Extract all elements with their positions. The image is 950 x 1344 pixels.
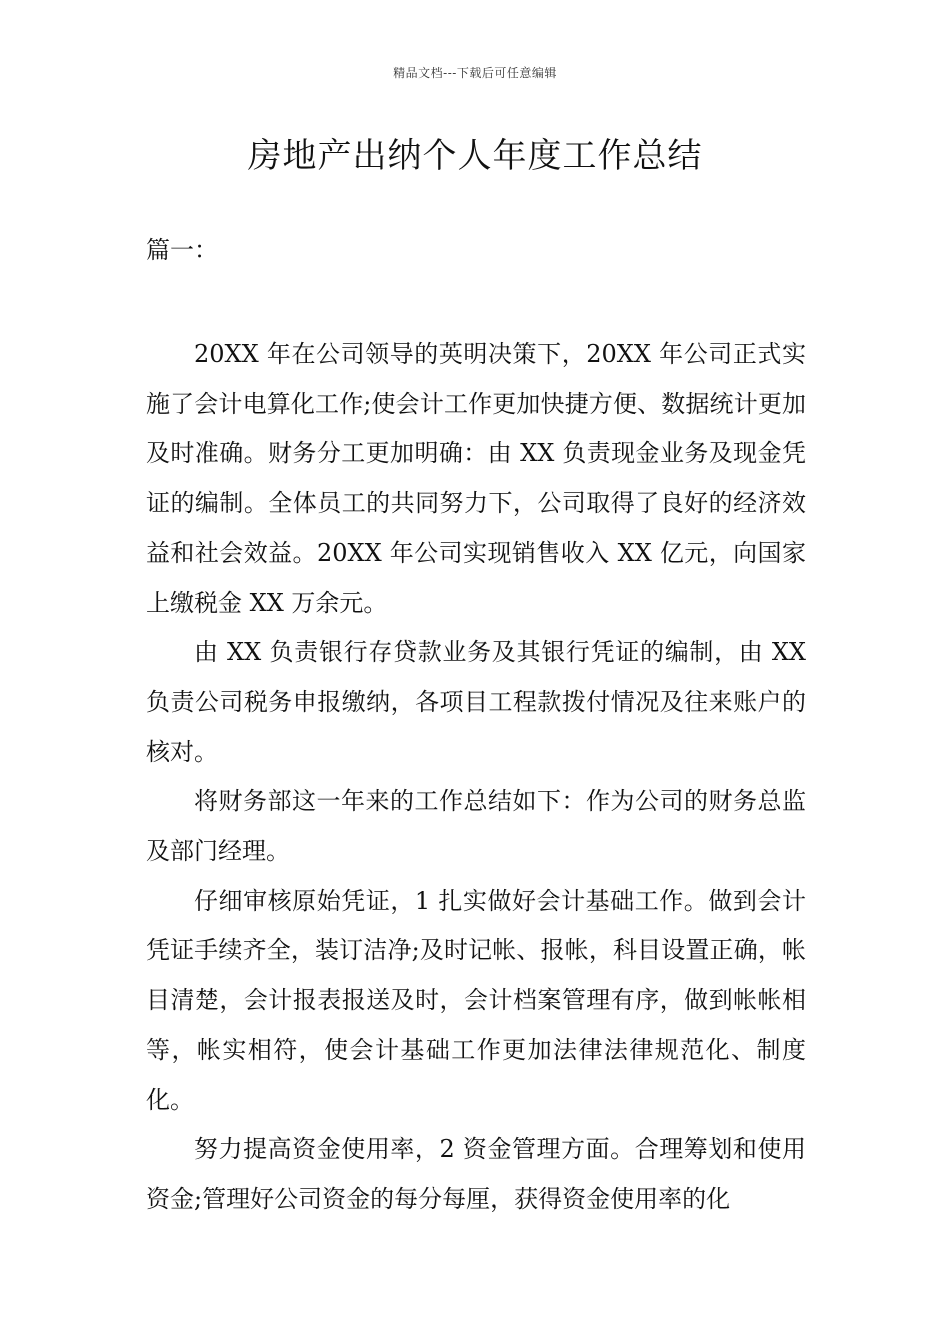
paragraph: 将财务部这一年来的工作总结如下：作为公司的财务总监及部门经理。 <box>146 787 806 866</box>
paragraph: 20XX 年在公司领导的英明决策下，20XX 年公司正式实施了会计电算化工作;使会计工作更加快捷方便、数据统计更加及时准确。财务分工更加明确：由 XX 负责现金业务及现金凭证的编制。全体员工的共同努力下，公司取得了良好的经济效益和社会效益。20XX 年公司实现销售收入 XX 亿元，向国家上缴税金 XX 万余元。 <box>146 340 806 617</box>
document-title: 房地产出纳个人年度工作总结 <box>247 136 703 176</box>
header-note: 精品文档---下载后可任意编辑 <box>393 66 557 80</box>
document-body <box>146 330 806 1225</box>
paragraph: 仔细审核原始凭证，1 扎实做好会计基础工作。做到会计凭证手续齐全，装订洁净;及时记帐、报帐，科目设置正确，帐目清楚，会计报表报送及时，会计档案管理有序，做到帐帐相等，帐实相符，使会计基础工作更加法律法律规范化、制度化。 <box>146 886 806 1114</box>
paragraph: 努力提高资金使用率，2 资金管理方面。合理筹划和使用资金;管理好公司资金的每分每厘，获得资金使用率的化 <box>146 1135 806 1213</box>
section-label: 篇一： <box>146 236 218 264</box>
paragraph: 由 XX 负责银行存贷款业务及其银行凭证的编制，由 XX 负责公司税务申报缴纳，各项目工程款拨付情况及往来账户的核对。 <box>146 638 806 766</box>
